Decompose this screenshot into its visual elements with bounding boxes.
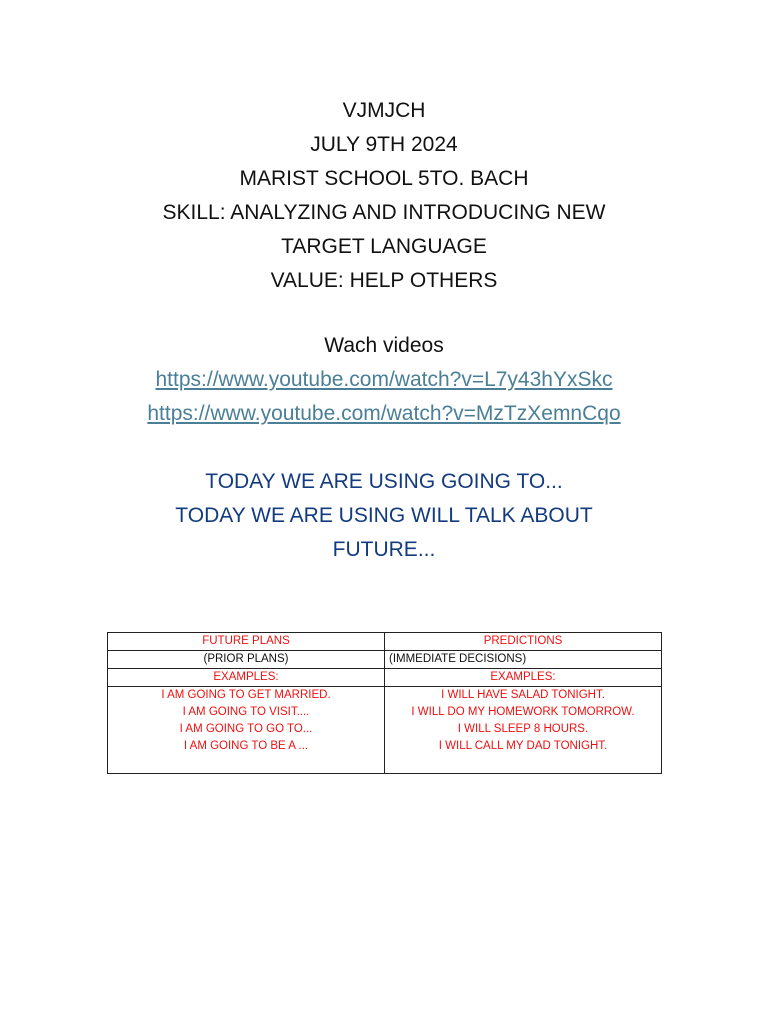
future-plans-examples bbox=[108, 687, 385, 774]
list-item: I WILL SLEEP 8 HOURS. bbox=[457, 723, 589, 735]
videos-section bbox=[0, 329, 768, 431]
header-skill-continued: TARGET LANGUAGE bbox=[281, 235, 487, 258]
list-item: I WILL HAVE SALAD TONIGHT. bbox=[441, 689, 605, 701]
document-header bbox=[0, 94, 768, 298]
predictions-examples-label: EXAMPLES: bbox=[385, 669, 662, 687]
immediate-decisions-subheading: (IMMEDIATE DECISIONS) bbox=[385, 651, 662, 669]
predictions-heading: PREDICTIONS bbox=[385, 633, 662, 651]
usage-line-going-to: TODAY WE ARE USING GOING TO... bbox=[205, 470, 563, 493]
table-row bbox=[108, 669, 662, 687]
grammar-table bbox=[107, 632, 662, 774]
table-row bbox=[108, 651, 662, 669]
prior-plans-subheading: (PRIOR PLANS) bbox=[108, 651, 385, 669]
list-item: I AM GOING TO BE A ... bbox=[183, 740, 309, 752]
header-date: JULY 9TH 2024 bbox=[310, 133, 458, 156]
usage-section bbox=[0, 465, 768, 567]
videos-label: Wach videos bbox=[324, 334, 444, 357]
usage-line-will: TODAY WE ARE USING WILL TALK ABOUT bbox=[175, 504, 593, 527]
list-item: I AM GOING TO GO TO... bbox=[179, 723, 313, 735]
header-initials: VJMJCH bbox=[342, 99, 426, 122]
predictions-examples bbox=[385, 687, 662, 774]
video-link-2[interactable]: https://www.youtube.com/watch?v=MzTzXemnCqo bbox=[147, 402, 621, 425]
list-item: I WILL DO MY HOMEWORK TOMORROW. bbox=[411, 706, 635, 718]
header-school: MARIST SCHOOL 5TO. BACH bbox=[239, 167, 529, 190]
header-skill: SKILL: ANALYZING AND INTRODUCING NEW bbox=[162, 201, 606, 224]
table-row bbox=[108, 633, 662, 651]
table-row bbox=[108, 687, 662, 774]
header-value: VALUE: HELP OTHERS bbox=[270, 269, 498, 292]
list-item: I WILL CALL MY DAD TONIGHT. bbox=[438, 740, 608, 752]
video-link-1[interactable]: https://www.youtube.com/watch?v=L7y43hYxSkc bbox=[155, 368, 613, 391]
future-plans-heading: FUTURE PLANS bbox=[108, 633, 385, 651]
future-plans-examples-label: EXAMPLES: bbox=[108, 669, 385, 687]
list-item: I AM GOING TO GET MARRIED. bbox=[161, 689, 331, 701]
usage-line-future: FUTURE... bbox=[332, 538, 436, 561]
list-item: I AM GOING TO VISIT.... bbox=[182, 706, 310, 718]
